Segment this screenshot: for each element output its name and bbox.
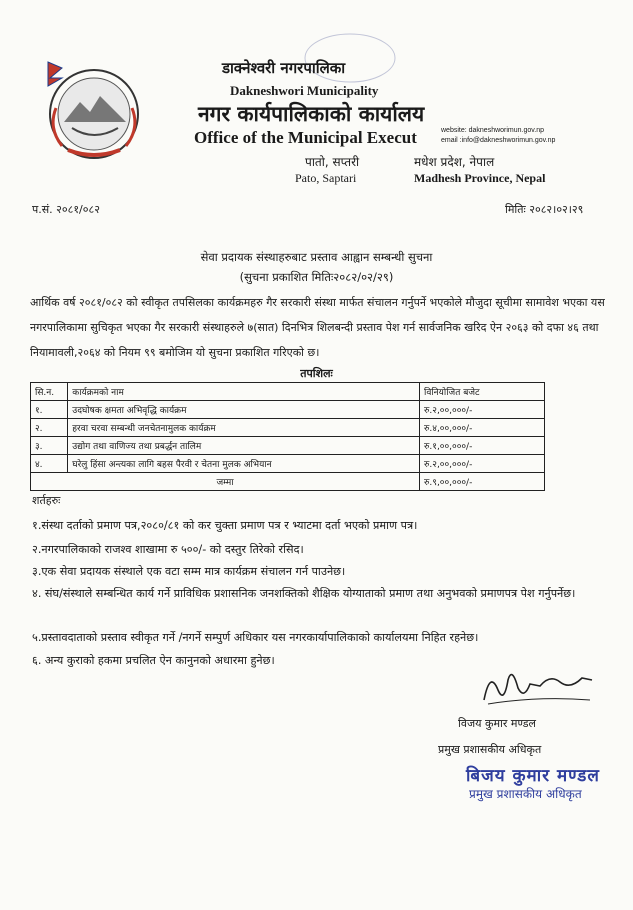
header-sn: सि.न. bbox=[31, 383, 68, 401]
total-value: रु.९,००,०००/- bbox=[420, 473, 545, 491]
org-name-en: Dakneshwori Municipality bbox=[230, 83, 379, 98]
condition-item: २.नगरपालिकाको राजश्व शाखामा रु ५००/- को दस्तुर तिरेको रसिद। bbox=[32, 543, 304, 556]
notice-body: आर्थिक वर्ष २०८१/०८२ को स्वीकृत तपसिलका कार्यक्रमहरु गैर सरकारी संस्था मार्फत संचालन गर्नुपर्ने भएकोले मौजुदा सूचीमा सामावेश भएका यस नगरपालिकामा सुचिकृत भएका गैर सरकारी संस्थाहरुले ७(सात) दिनभित्र शिलबन्दी प्रस्ताव पेश गर्न सार्वजनिक खरिद ऐन २०६३ को दफा ४६ तथा नियामावली,२०६४ को नियम ९९ बमोजिम यो सुचना प्रकाशित गरिएको छ। bbox=[30, 296, 605, 359]
condition-item: ६. अन्य कुराको हकमा प्रचलित ऐन कानुनको अधारमा हुनेछ। bbox=[32, 654, 275, 667]
nepal-emblem-icon bbox=[42, 58, 146, 162]
total-label: जम्मा bbox=[31, 473, 420, 491]
stamp-title: प्रमुख प्रशासकीय अधिकृत bbox=[469, 787, 582, 801]
row-program-name: उद्योग तथा वाणिज्य तथा प्रबर्द्धन तालिम bbox=[68, 437, 420, 455]
province-np: मधेश प्रदेश, नेपाल bbox=[414, 155, 495, 169]
table-row bbox=[31, 419, 545, 437]
office-title-np: नगर कार्यपालिकाको कार्यालय bbox=[198, 102, 425, 126]
row-sn: २. bbox=[31, 419, 68, 437]
row-sn: १. bbox=[31, 401, 68, 419]
condition-item: ५.प्रस्तावदाताको प्रस्ताव स्वीकृत गर्ने /नगर्ने सम्पुर्ण अधिकार यस नगरकार्यापालिकाको कार्यालयमा निहित रहनेछ। bbox=[32, 631, 479, 644]
conditions-title: शर्तहरुः bbox=[32, 494, 61, 507]
list-heading: तपशिलः bbox=[300, 367, 333, 380]
row-budget: रु.४,००,०००/- bbox=[420, 419, 545, 437]
notice-published-date: (सुचना प्रकाशित मितिः२०८२/०२/२९) bbox=[239, 270, 394, 284]
table-row bbox=[31, 401, 545, 419]
condition-item: १.संस्था दर्ताको प्रमाण पत्र,२०८०/८१ को कर चुक्ता प्रमाण पत्र र भ्याटमा दर्ता भएको प्रमाण पत्र। bbox=[32, 519, 418, 532]
condition-item: ३.एक सेवा प्रदायक संस्थाले एक वटा सम्म मात्र कार्यक्रम संचालन गर्न पाउनेछ। bbox=[32, 565, 346, 578]
row-program-name: उदघोषक क्षमता अभिवृद्धि कार्यक्रम bbox=[68, 401, 420, 419]
signatory-name: विजय कुमार मण्डल bbox=[458, 717, 537, 730]
row-sn: ३. bbox=[31, 437, 68, 455]
row-budget: रु.२,००,०००/- bbox=[420, 401, 545, 419]
notice-title: सेवा प्रदायक संस्थाहरुबाट प्रस्ताव आह्वान सम्बन्धी सुचना bbox=[200, 250, 433, 264]
letter-date: मितिः २०८२।०२।२९ bbox=[505, 203, 584, 216]
table-header-row bbox=[31, 383, 545, 401]
org-name-np: डाक्नेश्वरी नगरपालिका bbox=[222, 59, 346, 77]
table-row bbox=[31, 437, 545, 455]
row-program-name: हरवा चरवा सम्बन्धी जनचेतनामुलक कार्यक्रम bbox=[68, 419, 420, 437]
row-budget: रु.१,००,०००/- bbox=[420, 437, 545, 455]
contact-info bbox=[441, 126, 555, 146]
condition-item: ४. संघ/संस्थाले सम्बन्धित कार्य गर्ने प्राविधिक प्रशासनिक जनशक्तिको शैक्षिक योग्याताको प्रमाण तथा अनुभवको प्रमाणपत्र पेश गर्नुपर्नेछ। bbox=[32, 587, 576, 600]
website-text: website: dakneshworimun.gov.np bbox=[441, 127, 544, 134]
location-np: पातो, सप्तरी bbox=[305, 155, 360, 169]
row-program-name: घरेलु हिंसा अन्त्यका लागि बहस पैरवी र चेतना मुलक अभियान bbox=[68, 455, 420, 473]
handwritten-signature-icon bbox=[478, 660, 598, 710]
row-budget: रु.२,००,०००/- bbox=[420, 455, 545, 473]
location-en: Pato, Saptari bbox=[295, 171, 357, 185]
table-row bbox=[31, 455, 545, 473]
signatory-title: प्रमुख प्रशासकीय अधिकृत bbox=[438, 743, 542, 756]
row-sn: ४. bbox=[31, 455, 68, 473]
header-budget: विनियोजित बजेट bbox=[420, 383, 545, 401]
office-title-en: Office of the Municipal Execut bbox=[194, 128, 417, 147]
table-total-row bbox=[31, 473, 545, 491]
province-en: Madhesh Province, Nepal bbox=[414, 171, 546, 185]
stamp-name: बिजय कुमार मण्डल bbox=[466, 766, 600, 786]
program-table bbox=[30, 382, 545, 491]
email-text: email :info@dakneshworimun.gov.np bbox=[441, 137, 556, 144]
reference-number: प.सं. २०८१/०८२ bbox=[32, 203, 100, 216]
header-program-name: कार्यक्रमको नाम bbox=[68, 383, 420, 401]
